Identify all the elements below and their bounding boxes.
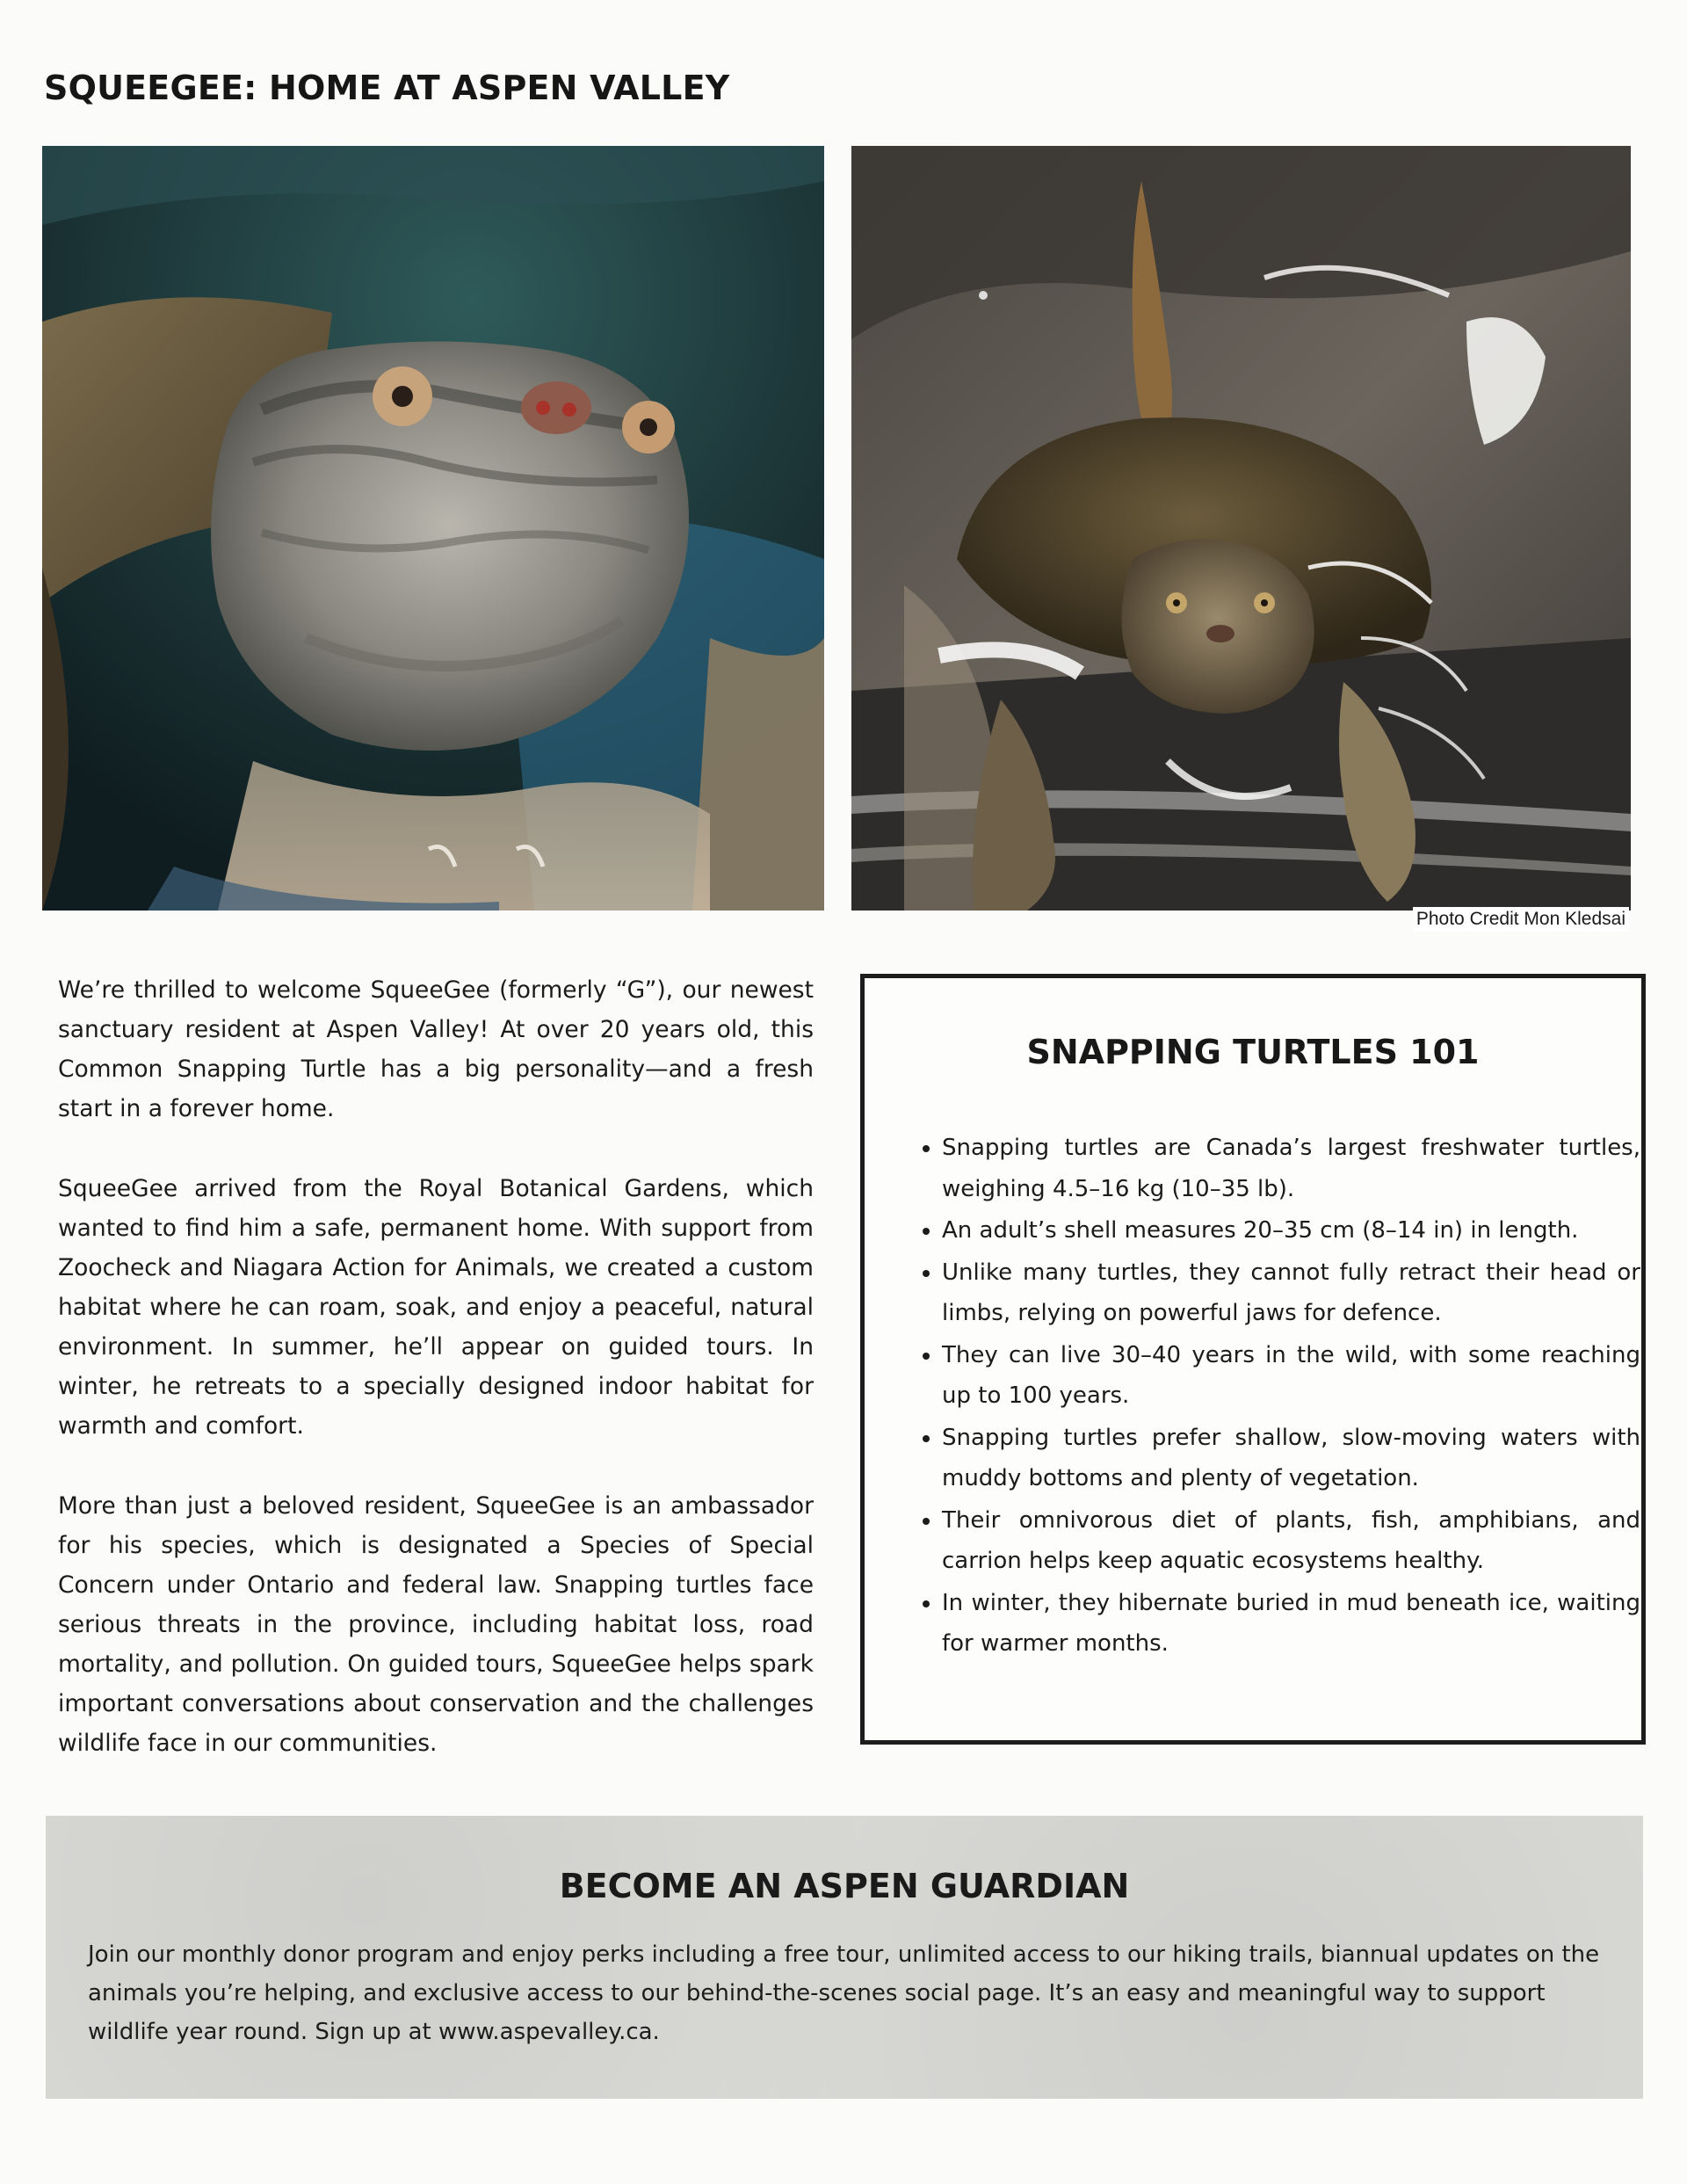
page-title: SQUEEGEE: HOME AT ASPEN VALLEY (44, 69, 730, 107)
turtle-water-photo (851, 146, 1631, 911)
fact-item: • An adult’s shell measures 20–35 cm (8–14 in) in length. (942, 1210, 1640, 1252)
guardian-banner (46, 1816, 1643, 2099)
intro-paragraph-3: More than just a beloved resident, SqueeGee is an ambassador for his species, which is designated a Species of Special Concern under Ontario and federal law. Snapping turtles face serious threats in the province, including habitat loss, road mortality, and pollution. On guided tours, SqueeGee helps spark important conversations about conservation and the challenges wildlife face in our communities. (58, 1492, 814, 1757)
fact-item: • Snapping turtles prefer shallow, slow-moving waters with muddy bottoms and plenty of vegetation. (942, 1418, 1640, 1499)
guardian-text: Join our monthly donor program and enjoy perks including a free tour, unlimited access to our hiking trails, biannual updates on the animals you’re helping, and exclusive access to our behind-the-scenes social page. It’s an easy and meaningful way to support wildlife year round. Sign up at www.aspevalley.ca. (88, 1941, 1600, 2045)
fact-item: • Their omnivorous diet of plants, fish, amphibians, and carrion helps keep aquatic ecosystems healthy. (942, 1500, 1640, 1582)
fact-item: • In winter, they hibernate buried in mud beneath ice, waiting for warmer months. (942, 1583, 1640, 1665)
turtle-closeup-image (42, 146, 824, 911)
guardian-title: BECOME AN ASPEN GUARDIAN (559, 1867, 1130, 1905)
intro-paragraph-2: SqueeGee arrived from the Royal Botanical Gardens, which wanted to find him a safe, permanent home. With support from Zoocheck and Niagara Action for Animals, we created a custom habitat where he can roam, soak, and enjoy a peaceful, natural environment. In summer, he’ll appear on guided tours. In winter, he retreats to a specially designed indoor habitat for warmth and comfort. (58, 1175, 814, 1440)
fact-item: • Unlike many turtles, they cannot fully retract their head or limbs, relying on powerful jaws for defence. (942, 1252, 1640, 1334)
photo-credit: Photo Credit Mon Kledsai (1413, 907, 1629, 932)
intro-article (58, 970, 814, 1803)
facts-list (907, 1128, 1640, 1665)
snapping-turtles-facts-box (860, 974, 1646, 1745)
fact-item: • Snapping turtles are Canada’s largest freshwater turtles, weighing 4.5–16 kg (10–35 lb). (942, 1128, 1640, 1209)
intro-paragraph-1: We’re thrilled to welcome SqueeGee (formerly “G”), our newest sanctuary resident at Aspen Valley! At over 20 years old, this Common Snapping Turtle has a big personality—and a fresh start in a forever home. (58, 976, 814, 1122)
turtle-closeup-photo (42, 146, 824, 911)
facts-title: SNAPPING TURTLES 101 (1026, 1033, 1480, 1071)
fact-item: • They can live 30–40 years in the wild, with some reaching up to 100 years. (942, 1335, 1640, 1417)
turtle-water-image (851, 146, 1631, 911)
